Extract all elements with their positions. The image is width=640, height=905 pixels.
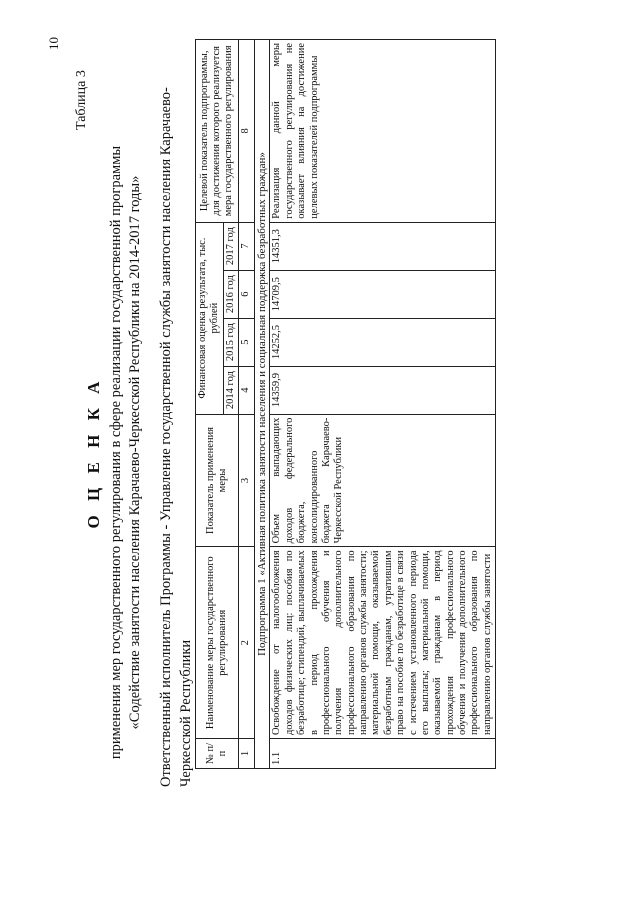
col-header-2017: 2017 год	[223, 222, 238, 270]
col-header-2015: 2015 год	[223, 318, 238, 366]
subtitle-line-1: применения мер государственного регулирования в сфере реализации государственной программы	[108, 145, 124, 760]
value-2016: 14709,5	[270, 270, 496, 318]
column-number: 8	[239, 40, 254, 223]
col-header-indicator: Показатель применения меры	[196, 414, 239, 547]
subprogram-title: Подпрограмма 1 «Активная политика занятости населения и социальная поддержка безработных граждан»	[254, 40, 270, 769]
column-number: 5	[239, 318, 254, 366]
table-label: Таблица 3	[74, 70, 89, 130]
column-number: 1	[239, 739, 254, 769]
document-title: О Ц Е Н К А	[84, 376, 103, 529]
subprogram-row	[254, 40, 270, 769]
col-header-2014: 2014 год	[223, 366, 238, 414]
column-number-row	[239, 40, 254, 769]
col-header-target: Целевой показатель подпрограммы, для достижения которого реализуется мера государственного регулирования	[196, 40, 239, 223]
value-2017: 14351,3	[270, 222, 496, 270]
col-header-name: Наименование меры государственного регулирования	[196, 547, 239, 739]
target-indicator: Реализация данной меры государственного регулирования не оказывает влияния на достижение целевых показателей подпрограммы	[270, 40, 496, 223]
table-row	[270, 40, 496, 769]
header-row	[196, 40, 224, 769]
col-header-num: № п/п	[196, 739, 239, 769]
value-2014: 14359,9	[270, 366, 496, 414]
measure-indicator: Объем выпадающих доходов федерального бюджета, консолидированного бюджета Карачаево-Черкесской Республики	[270, 414, 496, 547]
row-num: 1.1	[270, 739, 496, 769]
evaluation-table	[195, 39, 496, 769]
column-number: 3	[239, 414, 254, 547]
page-number: 10	[46, 37, 61, 50]
subtitle-line-2: «Содействие занятости населения Карачаево-Черкесской Республики на 2014-2017 годы»	[127, 175, 143, 730]
column-number: 2	[239, 547, 254, 739]
measure-name: Освобождение от налогообложения доходов физических лиц: пособия по безработице; стипендий, выплачиваемых в период прохождения профессионального обучения и получения дополнительного профессионального образования по направлению органов службы занятости; материальной помощи, оказываемой безработным гражданам, утратившим право на пособие по безработице в связи с истечением установленного периода его выплаты; материальной помощи, оказываемой гражданам в период прохождения профессионального обучения и получения дополнительного профессионального образования по направлению органов службы занятости	[270, 547, 496, 739]
col-header-2016: 2016 год	[223, 270, 238, 318]
col-header-finance: Финансовая оценка результата, тыс. рублей	[196, 222, 224, 414]
value-2015: 14252,5	[270, 318, 496, 366]
column-number: 6	[239, 270, 254, 318]
column-number: 4	[239, 366, 254, 414]
column-number: 7	[239, 222, 254, 270]
responsible-executor: Ответственный исполнитель Программы - Управление государственной службы занятости населения Карачаево-Черкесской Республики	[158, 87, 194, 787]
